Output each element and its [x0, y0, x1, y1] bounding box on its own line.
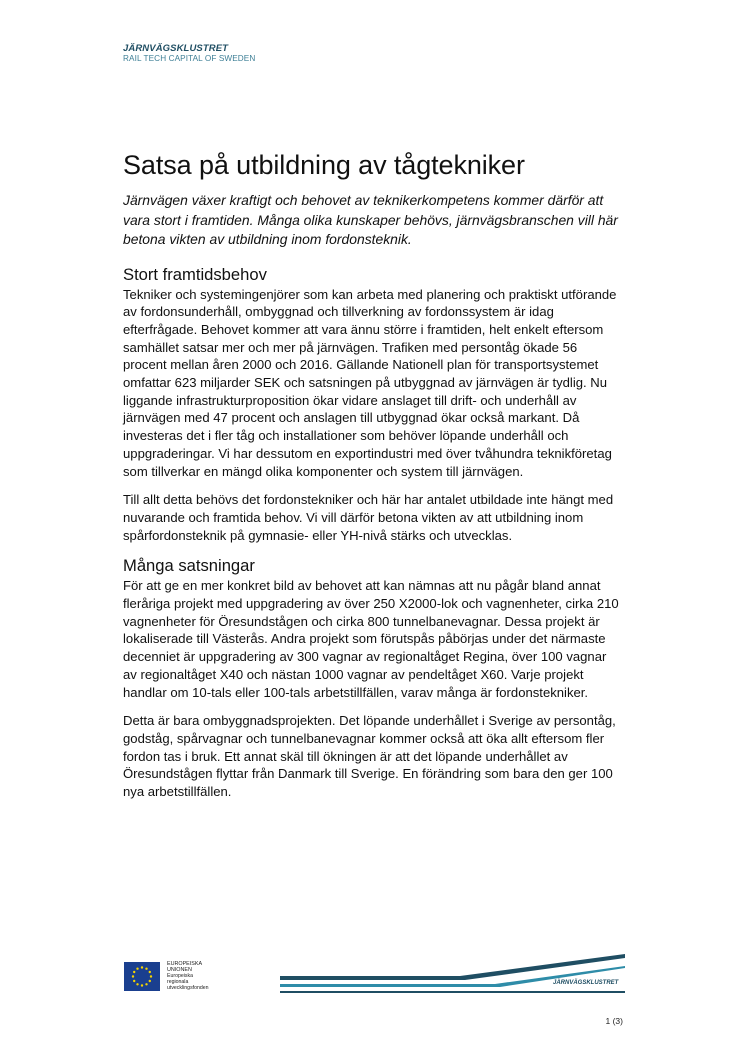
- rail-tracks-graphic: [280, 952, 625, 997]
- lead-paragraph: Järnvägen växer kraftigt och behovet av teknikerkompetens kommer därför att vara stort i framtiden. Många olika kunskaper behövs, järnvägsbranschen vill här betona vikten av utbildning inom fordonsteknik.: [123, 192, 618, 247]
- brand-tagline: RAIL TECH CAPITAL OF SWEDEN: [123, 54, 256, 63]
- section-heading-2: Många satsningar: [123, 556, 255, 576]
- brand-name: JÄRNVÄGSKLUSTRET: [123, 43, 229, 54]
- eu-line: regionala: [167, 979, 189, 985]
- eu-star: [136, 983, 138, 985]
- eu-flag-icon: [124, 962, 160, 991]
- eu-star: [132, 975, 134, 977]
- page-title: Satsa på utbildning av tågtekniker: [123, 150, 525, 180]
- eu-star: [145, 983, 147, 985]
- eu-star: [136, 968, 138, 970]
- section-1-paragraph-2: Till allt detta behövs det fordonstekniker och här har antalet utbildade inte hängt med nuvarande och framtida behov. Vi vill därför betona vikten av att utbildning inom spårfordonsteknik på gymnasie- eller YH-nivå stärks och utvecklas.: [123, 492, 614, 543]
- article: [123, 148, 623, 812]
- section-2-paragraph-2: Detta är bara ombyggnadsprojekten. Det löpande underhållet i Sverige av persontåg, godståg, spårvagnar och tunnelbanevagnar kommer också att öka allt eftersom fler fordon tas i bruk. Ett annat skäl till ökningen är att det löpande underhållet av Öresundstågen flyttar från Danmark till Sverige. En förändring som bara den ger 100 nya arbetstillfällen.: [123, 713, 616, 800]
- footer-brand-label: JÄRNVÄGSKLUSTRET: [553, 980, 619, 986]
- eu-star: [133, 980, 135, 982]
- page-number: 1 (3): [605, 1016, 623, 1026]
- eu-star: [150, 975, 152, 977]
- eu-star: [141, 984, 143, 986]
- header-logo: [123, 43, 255, 64]
- eu-star: [149, 971, 151, 973]
- eu-star: [141, 966, 143, 968]
- eu-line: EUROPEISKA: [167, 961, 203, 967]
- eu-line: Europeiska: [167, 973, 193, 979]
- eu-funding-text: [167, 961, 209, 991]
- eu-star: [149, 980, 151, 982]
- section-heading-1: Stort framtidsbehov: [123, 264, 267, 284]
- section-1-paragraph-1: Tekniker och systemingenjörer som kan arbeta med planering och praktiskt utförande av fordonsunderhåll, ombyggnad och tillverkning av fordonssystem är idag efterfrågade. Behovet kommer att vara ännu större i framtiden, helt enkelt eftersom samhället satsar mer och mer på järnvägen. Trafiken med persontåg ökade 56 procent mellan åren 2000 och 2016. Gällande Nationell plan för transportsystemet omfattar 623 miljarder SEK och satsningen på utbyggnad av järnvägen är tydlig. Nu liggande infrastrukturproposition ökar vidare anslaget till drift- och underhåll av järnvägen med 47 procent och anslagen till utbyggnad ökar också markant. Då investeras det i fler tåg och installationer som behöver löpande underhåll och uppgraderingar. Vi har dessutom en exportindustri med över tvåhundra teknikföretag som tillverkar en mängd olika komponenter och system till järnvägen.: [123, 286, 617, 479]
- eu-line: UNIONEN: [167, 967, 192, 973]
- section-2-paragraph-1: För att ge en mer konkret bild av behovet att kan nämnas att nu pågår bland annat fleråriga projekt med uppgradering av över 250 X2000-lok och vagnenheter, cirka 210 vagnenheter för Öresundstågen och cirka 800 tunnelbanevagnar. Dessa projekt är lokaliserade till Västerås. Andra projekt som förutspås påbörjas under det närmaste decenniet är uppgradering av 300 vagnar av regionaltåget Regina, över 100 vagnar av regionaltåget X40 och nästan 1000 vagnar av pendeltåget X60. Varje projekt handlar om 10-tals eller 100-tals arbetstillfällen, varav många är fordonstekniker.: [123, 578, 619, 700]
- eu-star: [145, 968, 147, 970]
- eu-star: [133, 971, 135, 973]
- eu-line: utvecklingsfonden: [167, 985, 209, 991]
